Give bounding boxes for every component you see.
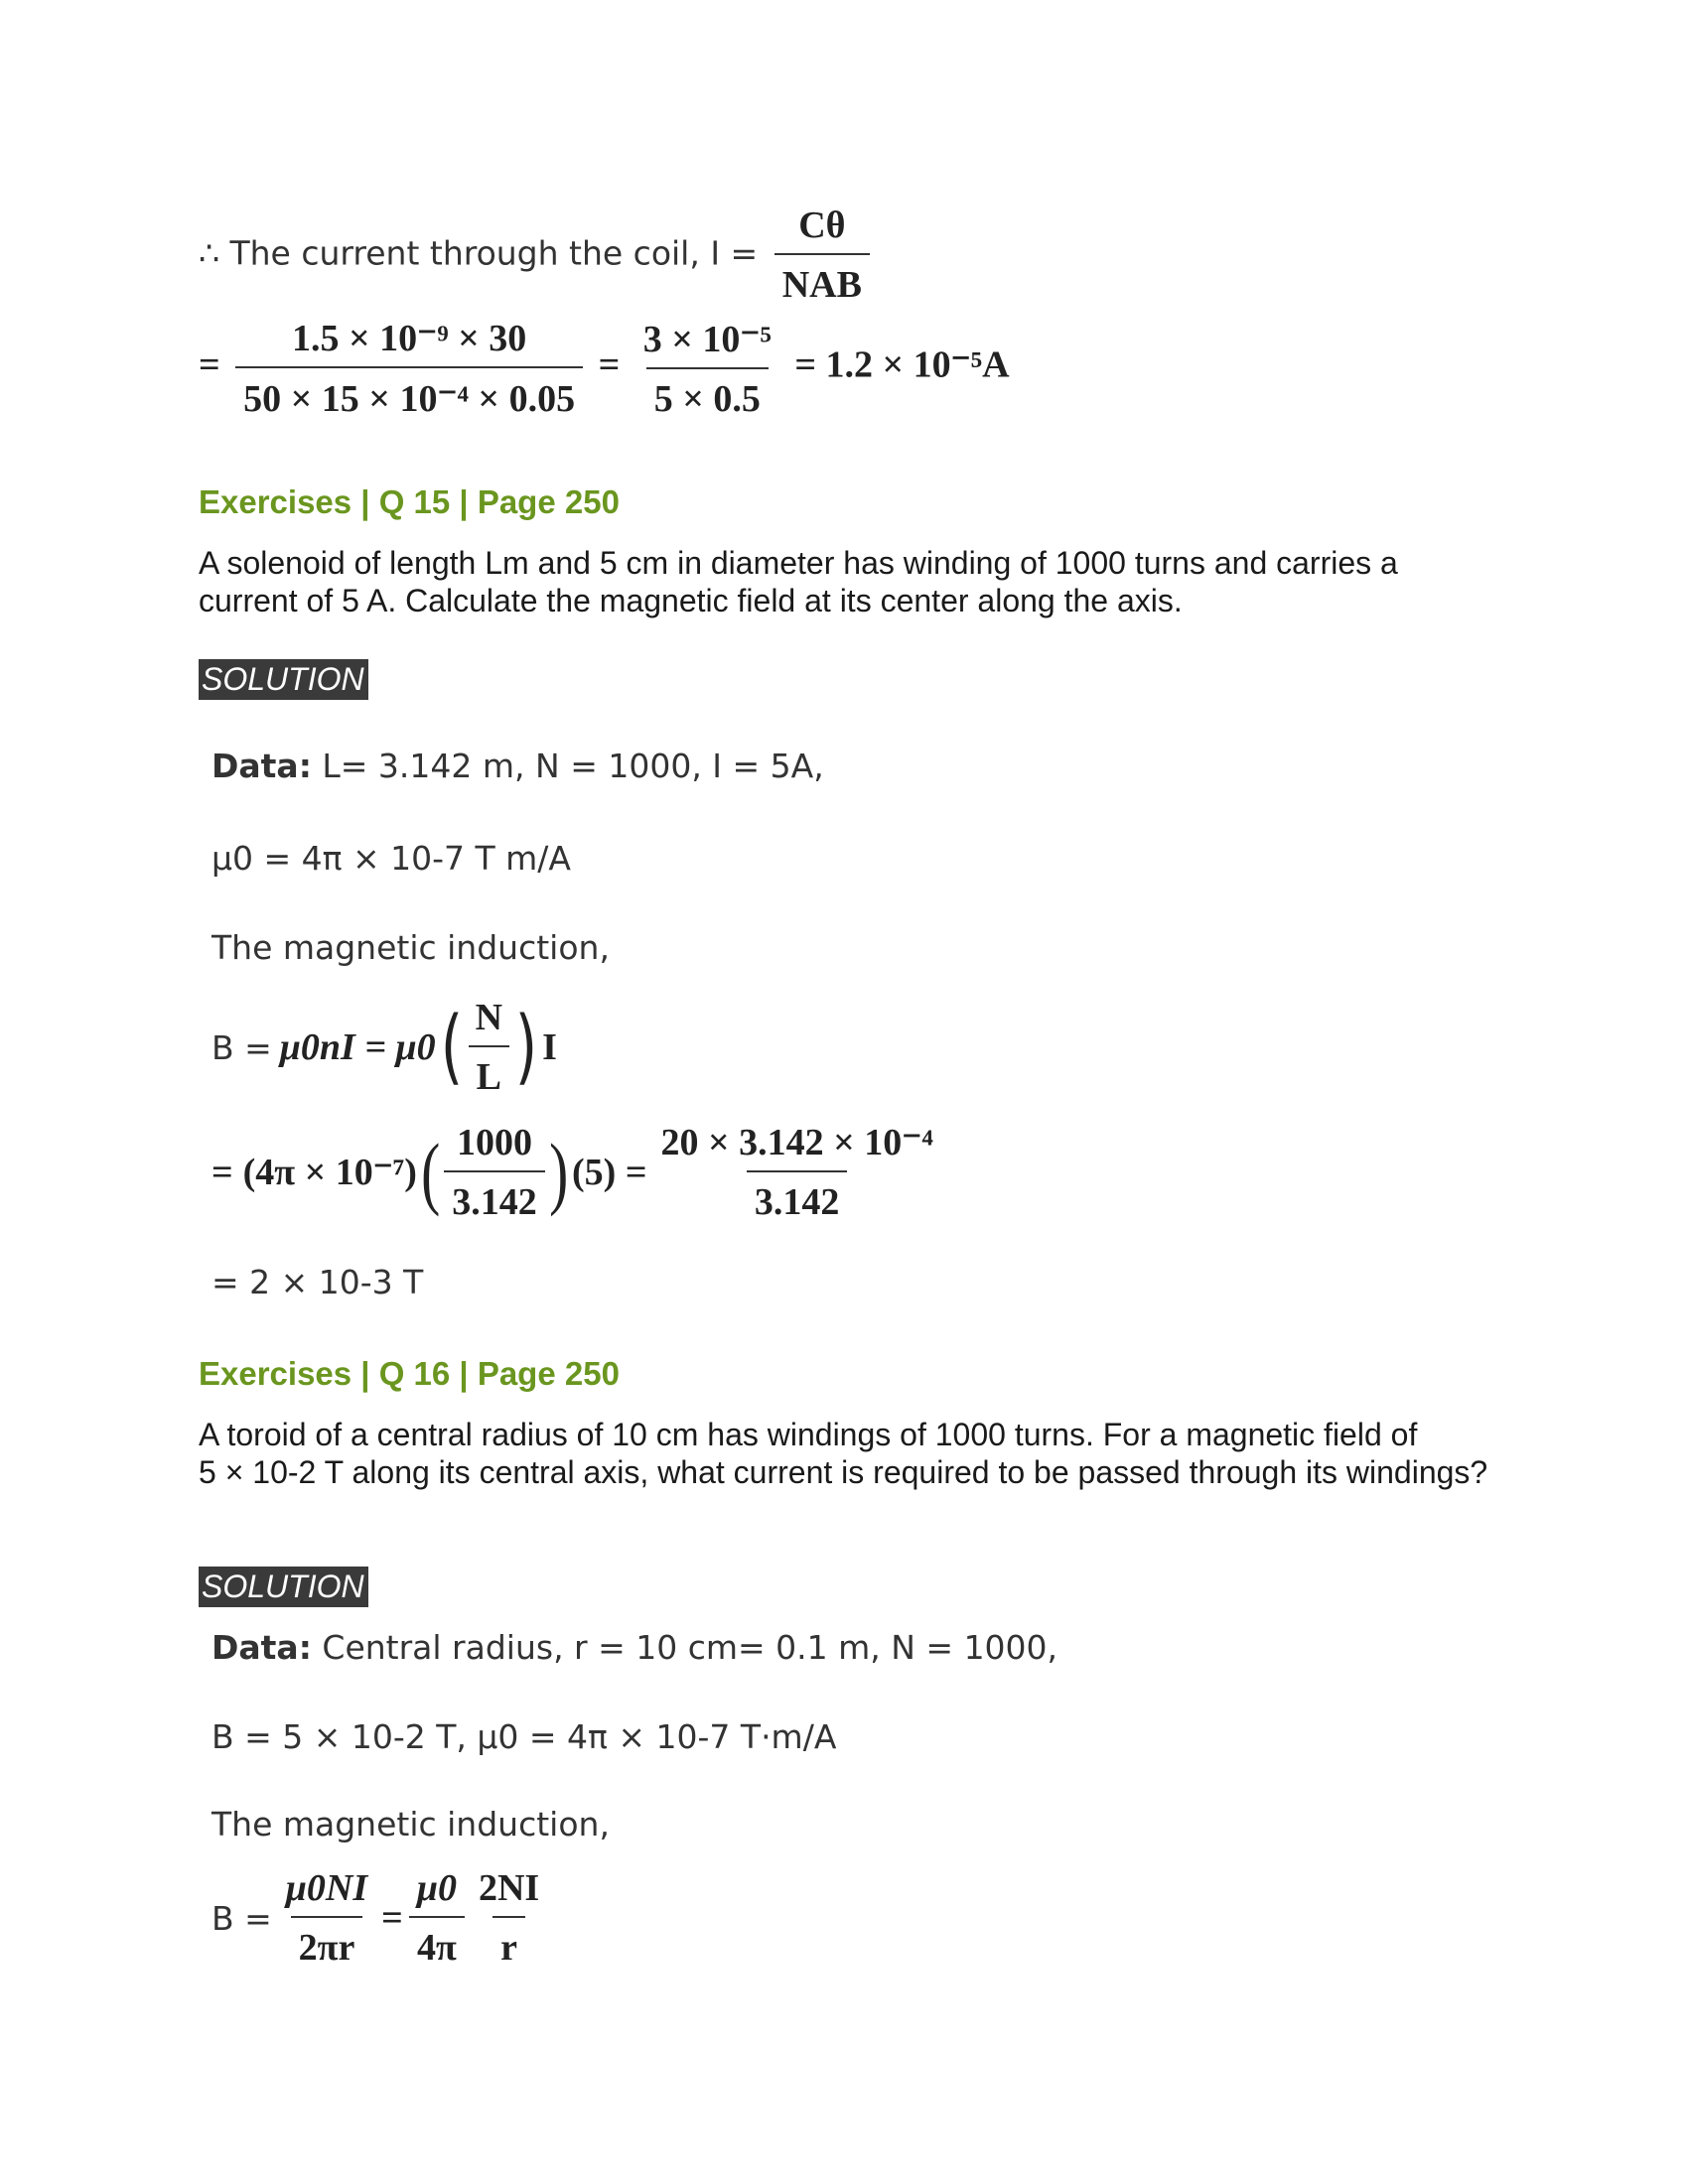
- toroid-fraction-2: [409, 1866, 465, 1970]
- q15-data-line: [211, 747, 824, 785]
- fraction-denominator: NAB: [774, 253, 870, 307]
- toroid-fraction-3: [471, 1866, 547, 1970]
- equals-sign: =: [199, 343, 220, 386]
- fraction-numerator: 1.5 × 10⁻⁹ × 30: [291, 318, 527, 359]
- q16-question-part1: A toroid of a central radius of 10 cm has windings of 1000 turns. For a magnetic field of: [199, 1417, 1418, 1452]
- toroid-fraction-1: [278, 1866, 375, 1970]
- fraction-numerator: N: [475, 997, 503, 1038]
- equals-sign: =: [381, 1897, 403, 1939]
- q15-final-result: = 2 × 10-3 T: [211, 1263, 424, 1301]
- q15-solution-label-wrap: [199, 659, 368, 700]
- current-formula-intro: ∴ The current through the coil, I =: [199, 233, 759, 273]
- fraction-denominator: 3.142: [444, 1170, 545, 1224]
- left-paren: (: [420, 1126, 441, 1217]
- q15-calculation: [211, 1120, 947, 1224]
- b-mid: μ0nI = μ0: [279, 1026, 436, 1068]
- calc-part-2: (5) =: [572, 1151, 647, 1193]
- equals-sign: =: [211, 1151, 233, 1193]
- data-values: L= 3.142 m, N = 1000, I = 5A,: [322, 747, 824, 785]
- fraction-numerator: 20 × 3.142 × 10⁻⁴: [660, 1122, 933, 1163]
- q16-data-line: [211, 1628, 1057, 1667]
- current-result: = 1.2 × 10⁻⁵A: [794, 343, 1010, 386]
- calc-part-1: (4π × 10⁻⁷): [242, 1152, 417, 1193]
- b-suffix: I: [542, 1026, 557, 1068]
- data-label: Data:: [211, 1628, 312, 1667]
- fraction-denominator: 5 × 0.5: [646, 367, 769, 421]
- fraction-denominator: L: [469, 1045, 509, 1099]
- fraction-numerator: Cθ: [798, 205, 846, 246]
- fraction-numerator: μ0: [416, 1867, 457, 1909]
- b-prefix: B =: [211, 1898, 272, 1938]
- q16-induction-text: The magnetic induction,: [211, 1805, 610, 1843]
- q15-heading[interactable]: Exercises | Q 15 | Page 250: [199, 483, 620, 520]
- q16-question: [199, 1416, 1489, 1491]
- fraction-numerator: 2NI: [478, 1867, 540, 1909]
- q15-solution-label[interactable]: SOLUTION: [199, 659, 368, 700]
- equals-sign: =: [598, 343, 621, 386]
- current-calculation-line: [199, 316, 1010, 421]
- calculation-fraction-2: [635, 317, 779, 421]
- current-formula-fraction: [774, 204, 870, 307]
- current-formula-line: [199, 204, 876, 307]
- left-paren: (: [440, 1000, 463, 1094]
- calculation-fraction-1: [235, 316, 583, 421]
- q16-b-formula: [211, 1866, 553, 1970]
- calc-fraction-1: [444, 1121, 545, 1224]
- fraction-denominator: r: [492, 1916, 525, 1970]
- q16-solution-label-wrap: [199, 1567, 368, 1607]
- fraction-numerator: 3 × 10⁻⁵: [642, 318, 772, 360]
- q16-heading[interactable]: Exercises | Q 16 | Page 250: [199, 1355, 620, 1392]
- fraction-denominator: 2πr: [291, 1916, 363, 1970]
- q15-b-formula: [211, 996, 557, 1099]
- q16-question-part2: 5 × 10-2 T along its central axis, what current is required to be passed through its windings?: [199, 1454, 1488, 1490]
- right-paren: ): [514, 1000, 538, 1094]
- q15-induction-text: The magnetic induction,: [211, 928, 610, 967]
- q15-question: A solenoid of length Lm and 5 cm in diameter has winding of 1000 turns and carries a current of 5 A. Calculate the magnetic field at its center along the axis.: [199, 545, 1398, 618]
- calc-fraction-2: [652, 1120, 940, 1224]
- fraction-numerator: 1000: [456, 1121, 532, 1163]
- right-paren: ): [548, 1126, 568, 1217]
- q16-solution-label[interactable]: SOLUTION: [199, 1567, 368, 1607]
- data-values: Central radius, r = 10 cm= 0.1 m, N = 1000,: [322, 1628, 1058, 1667]
- b-prefix: B =: [211, 1027, 272, 1067]
- fraction-denominator: 4π: [409, 1916, 465, 1970]
- fraction-denominator: 3.142: [747, 1170, 848, 1224]
- data-label: Data:: [211, 747, 312, 785]
- q15-mu-line: μ0 = 4π × 10-7 T m/A: [211, 839, 571, 878]
- fraction-numerator: μ0NI: [285, 1867, 368, 1909]
- q16-b-line: B = 5 × 10-2 T, μ0 = 4π × 10-7 T·m/A: [211, 1717, 837, 1756]
- fraction-denominator: 50 × 15 × 10⁻⁴ × 0.05: [235, 366, 583, 421]
- n-over-l-fraction: [468, 996, 510, 1099]
